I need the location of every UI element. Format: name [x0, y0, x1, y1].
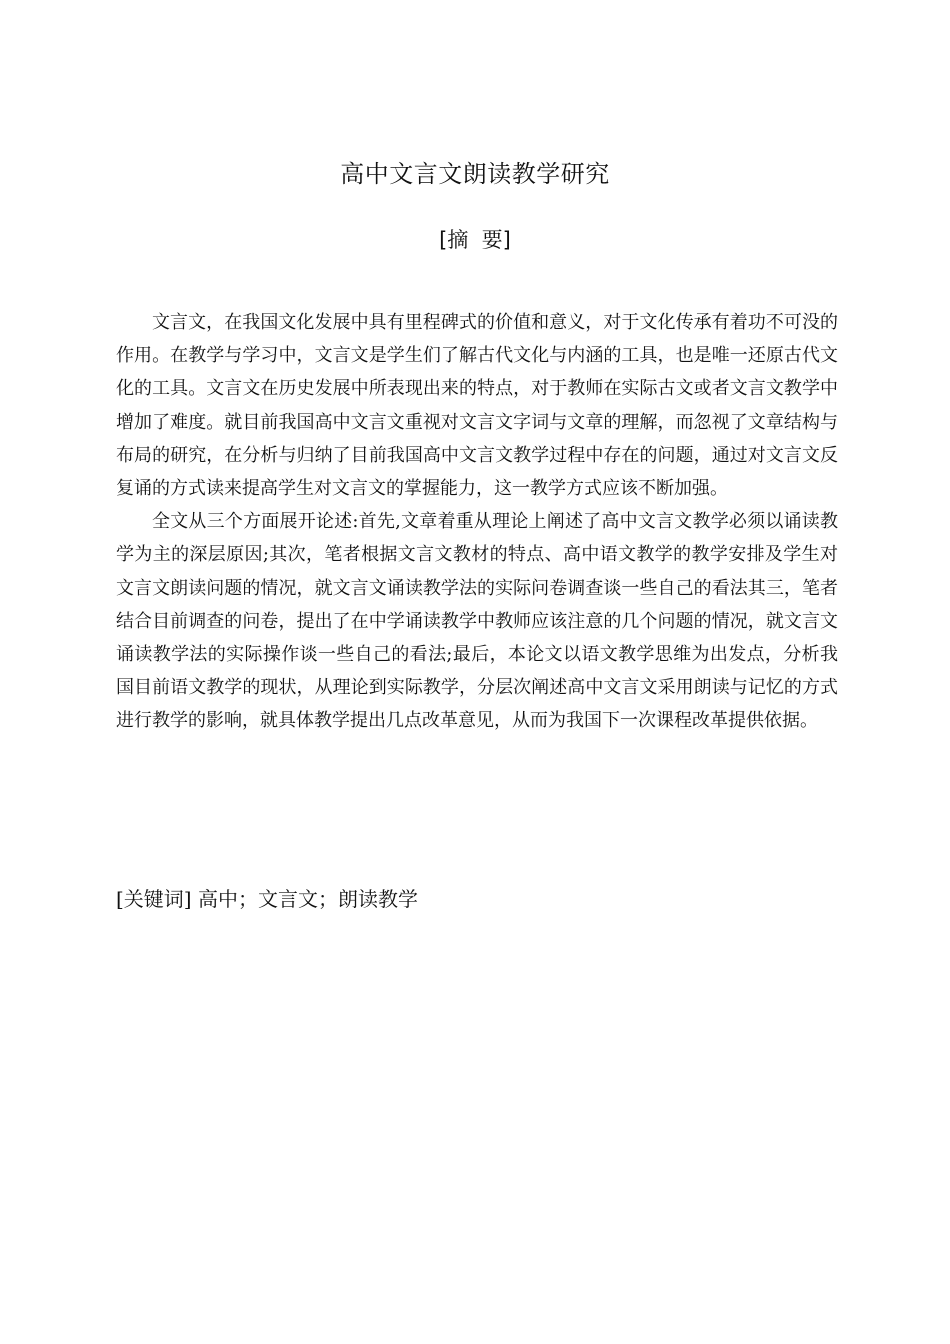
page-title: 高中文言文朗读教学研究 — [340, 160, 610, 188]
keywords-label: [关键词] — [116, 887, 192, 911]
keywords-line — [116, 884, 838, 914]
abstract-heading: [摘 要] — [439, 228, 511, 252]
abstract-paragraph-1: 文言文，在我国文化发展中具有里程碑式的价值和意义，对于文化传承有着功不可没的作用。在教学与学习中，文言文是学生们了解古代文化与内涵的工具，也是唯一还原古代文化的工具。文言文在历史发展中所表现出来的特点，对于教师在实际古文或者文言文教学中增加了难度。就目前我国高中文言文重视对文言文字词与文章的理解，而忽视了文章结构与布局的研究，在分析与归纳了目前我国高中文言文教学过程中存在的问题，通过对文言文反复诵的方式读来提高学生对文言文的掌握能力，这一教学方式应该不断加强。 — [116, 312, 838, 500]
abstract-body — [116, 306, 838, 738]
abstract-paragraph-2: 全文从三个方面展开论述:首先,文章着重从理论上阐述了高中文言文教学必须以诵读教学为主的深层原因;其次，笔者根据文言文教材的特点、高中语文教学的教学安排及学生对文言文朗读问题的情况，就文言文诵读教学法的实际问卷调查谈一些自己的看法其三，笔者结合目前调查的问卷，提出了在中学诵读教学中教师应该注意的几个问题的情况，就文言文诵读教学法的实际操作谈一些自己的看法;最后，本论文以语文教学思维为出发点，分析我国目前语文教学的现状，从理论到实际教学，分层次阐述高中文言文采用朗读与记忆的方式进行教学的影响，就具体教学提出几点改革意见，从而为我国下一次课程改革提供依据。 — [116, 511, 838, 732]
keywords-value: 高中；文言文；朗读教学 — [197, 887, 418, 911]
